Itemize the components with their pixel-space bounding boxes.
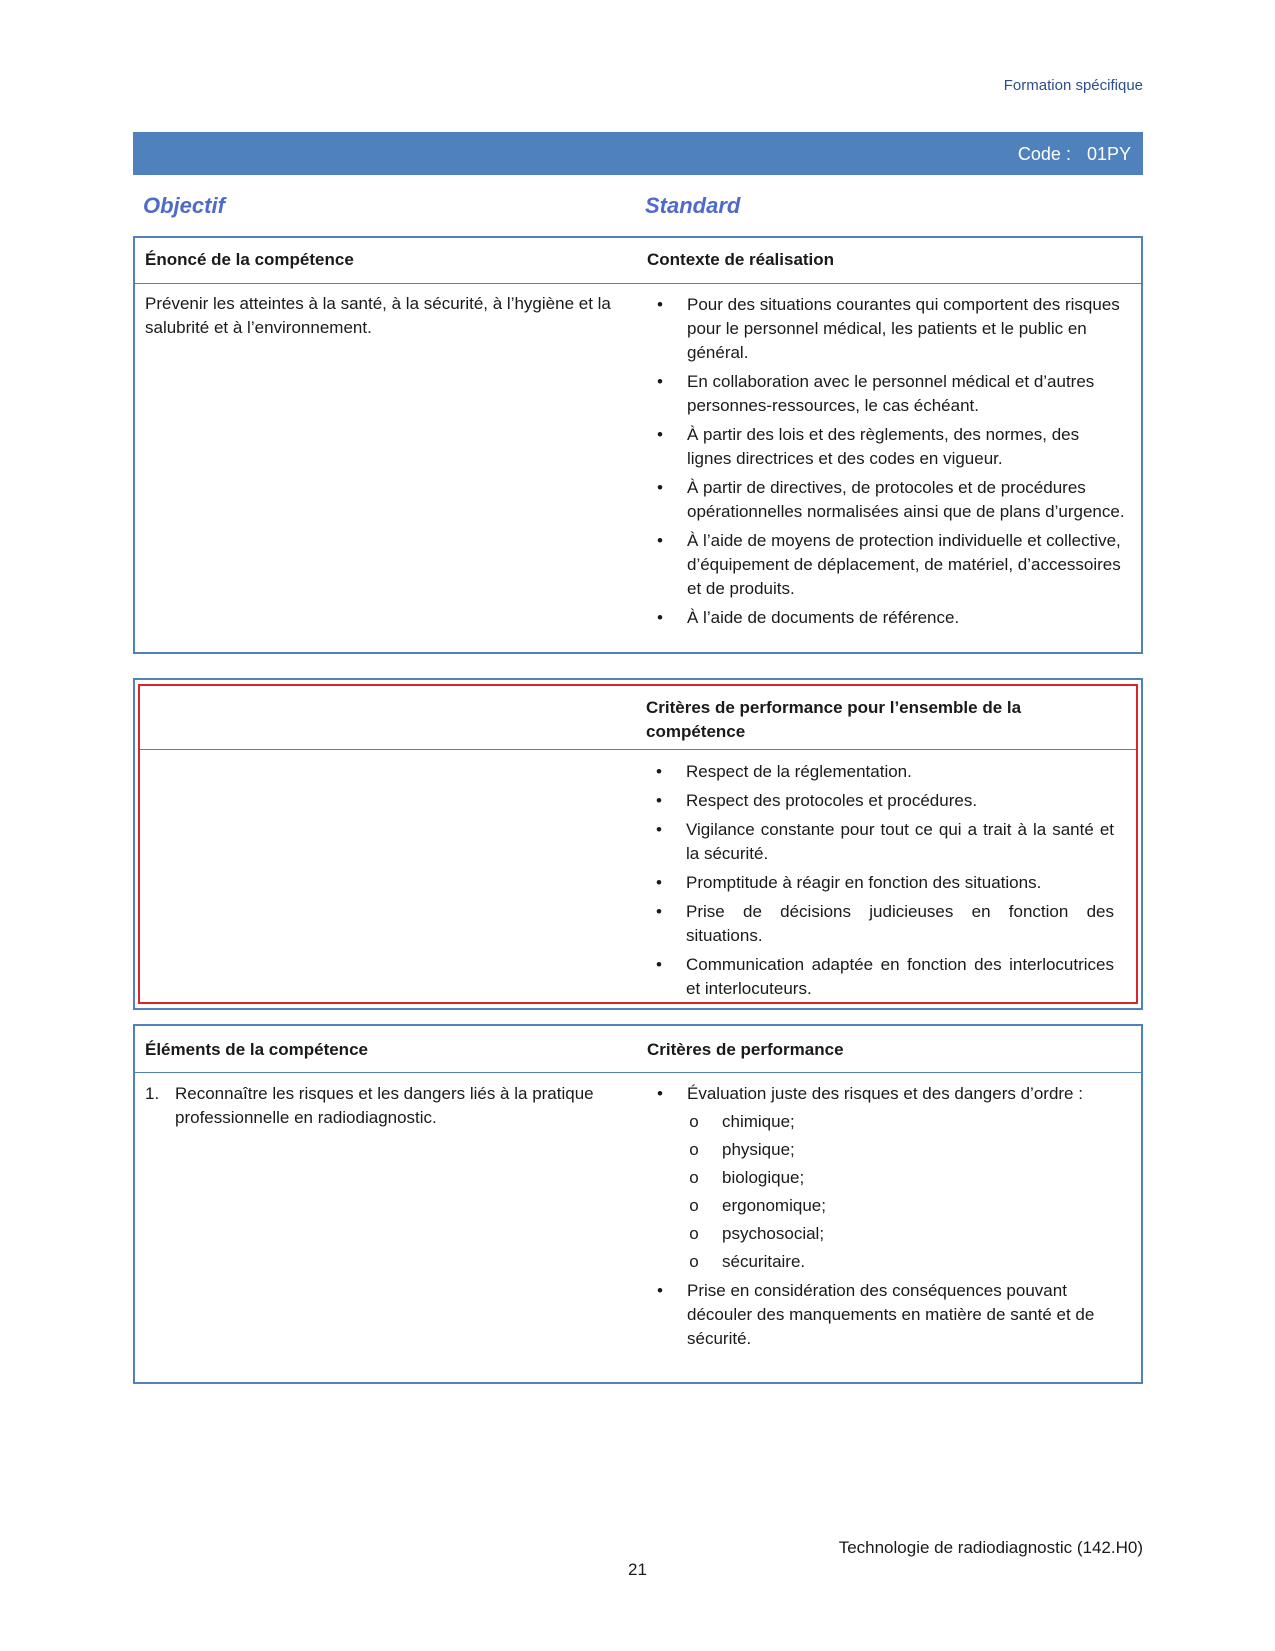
performance-list-wrap [647, 1082, 1127, 1356]
list-item: • À l’aide de documents de référence. [647, 606, 1127, 630]
context-heading: Contexte de réalisation [647, 250, 835, 269]
bullet-icon: • [657, 425, 663, 444]
statement-heading: Énoncé de la compétence [145, 250, 354, 269]
bullet-icon: • [656, 791, 662, 810]
circle-bullet-icon: o [689, 1224, 699, 1243]
context-list-wrap [647, 293, 1127, 635]
list-item: o sécuritaire. [687, 1250, 1127, 1274]
list-item: • En collaboration avec le personnel médical et d’autres personnes-ressources, le cas échéant. [647, 370, 1127, 418]
list-item: o psychosocial; [687, 1222, 1127, 1246]
bullet-icon: • [656, 902, 662, 921]
list-item: • Respect de la réglementation. [646, 760, 1114, 784]
bullet-icon: • [656, 955, 662, 974]
bullet-icon: • [657, 1084, 663, 1103]
list-item: o chimique; [687, 1110, 1127, 1134]
page-number: 21 [628, 1560, 647, 1579]
bullet-icon: • [657, 1281, 663, 1300]
overall-criteria-list [646, 760, 1114, 1001]
performance-list [647, 1082, 1127, 1351]
list-item: • Respect des protocoles et procédures. [646, 789, 1114, 813]
risk-type-list [687, 1110, 1127, 1274]
competence-elements-section [133, 1024, 1143, 1384]
list-item: • Prise de décisions judicieuses en fonction des situations. [646, 900, 1114, 948]
code-value: 01PY [1086, 143, 1131, 164]
list-item: • À l’aide de moyens de protection individuelle et collective, d’équipement de déplacement, de matériel, d’accessoires et de produits. [647, 529, 1127, 601]
divider [140, 749, 1136, 750]
criteria-list-wrap [646, 760, 1114, 1006]
circle-bullet-icon: o [689, 1140, 699, 1159]
list-item: • À partir des lois et des règlements, des normes, des lignes directrices et des codes en vigueur. [647, 423, 1127, 471]
competence-statement: Prévenir les atteintes à la santé, à la sécurité, à l’hygiène et la salubrité et à l’environnement. [145, 294, 611, 337]
bullet-icon: • [656, 873, 662, 892]
circle-bullet-icon: o [689, 1196, 699, 1215]
overall-criteria-heading: Critères de performance pour l’ensemble de la compétence [646, 698, 1022, 741]
list-item: o ergonomique; [687, 1194, 1127, 1218]
bullet-icon: • [657, 295, 663, 314]
bullet-icon: • [657, 478, 663, 497]
objective-standard-row [133, 192, 1143, 222]
performance-heading: Critères de performance [647, 1040, 844, 1059]
code-bar [133, 132, 1143, 175]
code-label: Code : [1017, 143, 1071, 164]
context-list [647, 293, 1127, 630]
standard-heading: Standard [645, 193, 741, 218]
overall-performance-box [138, 684, 1138, 1004]
competence-statement-section [133, 236, 1143, 654]
bullet-icon: • [657, 531, 663, 550]
list-item: • Vigilance constante pour tout ce qui a trait à la santé et la sécurité. [646, 818, 1114, 866]
bullet-icon: • [656, 820, 662, 839]
circle-bullet-icon: o [689, 1168, 699, 1187]
list-item: • Évaluation juste des risques et des dangers d’ordre : o chimique; o physique; o biologique; o ergonomique; o psychosocial; o sécuritaire. [647, 1082, 1127, 1274]
bullet-icon: • [657, 608, 663, 627]
section1-header [135, 238, 1141, 284]
running-header: Formation spécifique [1003, 77, 1143, 94]
elements-heading: Éléments de la compétence [145, 1040, 368, 1059]
elements-list [145, 1082, 615, 1130]
list-item: • Promptitude à réagir en fonction des situations. [646, 871, 1114, 895]
list-item: • Prise en considération des conséquences pouvant découler des manquements en matière de santé et de sécurité. [647, 1279, 1127, 1351]
circle-bullet-icon: o [689, 1112, 699, 1131]
list-item: • Pour des situations courantes qui comportent des risques pour le personnel médical, les patients et le public en général. [647, 293, 1127, 365]
list-item: 1. Reconnaître les risques et les dangers liés à la pratique professionnelle en radiodiagnostic. [145, 1084, 594, 1127]
circle-bullet-icon: o [689, 1252, 699, 1271]
list-item: • À partir de directives, de protocoles et de procédures opérationnelles normalisées ainsi que de plans d’urgence. [647, 476, 1127, 524]
bullet-icon: • [656, 762, 662, 781]
program-footer: Technologie de radiodiagnostic (142.H0) [838, 1538, 1143, 1557]
bullet-icon: • [657, 372, 663, 391]
list-item: o physique; [687, 1138, 1127, 1162]
list-item: o biologique; [687, 1166, 1127, 1190]
list-item: • Communication adaptée en fonction des interlocutrices et interlocuteurs. [646, 953, 1114, 1001]
objectif-heading: Objectif [143, 193, 225, 218]
elements-list-wrap [145, 1082, 615, 1130]
section3-header [135, 1026, 1141, 1073]
